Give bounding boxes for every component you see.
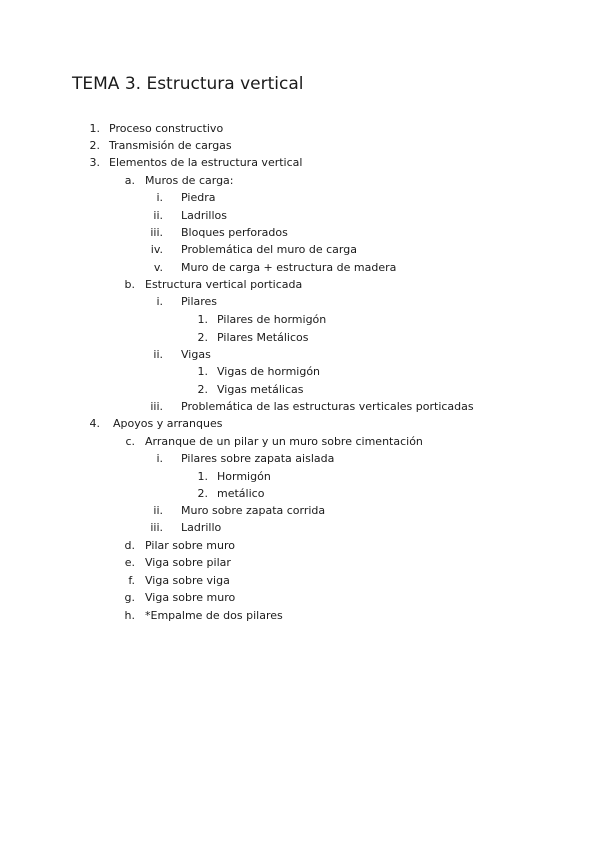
list-item-text: Problemática del muro de carga (181, 243, 357, 256)
list-marker: iii. (150, 400, 163, 413)
list-marker: 1. (197, 313, 208, 326)
list-item-text: Muro de carga + estructura de madera (181, 261, 397, 274)
list-item-text: Piedra (181, 191, 216, 204)
list-marker: ii. (153, 504, 163, 517)
list-marker: iii. (150, 226, 163, 239)
list-item-text: Problemática de las estructuras verticales porticadas (181, 400, 474, 413)
list-item-text: Apoyos y arranques (113, 417, 223, 430)
list-item-text: Pilares sobre zapata aislada (181, 452, 335, 465)
list-item-text: Ladrillo (181, 521, 222, 534)
list-item-text: Muro sobre zapata corrida (181, 504, 326, 517)
list-marker: i. (156, 295, 163, 308)
list-item-text: Vigas metálicas (217, 383, 304, 396)
list-marker: g. (124, 591, 135, 604)
list-marker: i. (156, 191, 163, 204)
list-marker: iv. (150, 243, 163, 256)
list-marker: 1. (197, 470, 208, 483)
list-marker: 1. (197, 365, 208, 378)
list-item-text: Transmisión de cargas (109, 139, 232, 152)
list-marker: ii. (153, 348, 163, 361)
list-item-text: Bloques perforados (181, 226, 288, 239)
list-marker: 2. (197, 331, 208, 344)
list-marker: 4. (89, 417, 100, 430)
list-marker: h. (124, 609, 135, 622)
list-marker: b. (124, 278, 135, 291)
list-marker: 2. (197, 383, 208, 396)
list-item-text: Ladrillos (181, 209, 228, 222)
list-item-text: Proceso constructivo (109, 122, 224, 135)
list-marker: ii. (153, 209, 163, 222)
list-item-text: Pilares Metálicos (217, 331, 309, 344)
list-marker: iii. (150, 521, 163, 534)
list-marker: 2. (197, 487, 208, 500)
list-item-text: Vigas de hormigón (217, 365, 321, 378)
list-marker: a. (124, 174, 135, 187)
page-title: TEMA 3. Estructura vertical (72, 74, 304, 94)
list-item-text: Arranque de un pilar y un muro sobre cimentación (145, 435, 423, 448)
list-item-text: Estructura vertical porticada (145, 278, 303, 291)
list-marker: c. (125, 435, 135, 448)
list-marker: 2. (89, 139, 100, 152)
list-item-text: Pilar sobre muro (145, 539, 235, 552)
list-marker: i. (156, 452, 163, 465)
list-item-text: Pilares de hormigón (217, 313, 327, 326)
list-marker: 3. (89, 156, 100, 169)
list-item-text: Viga sobre pilar (145, 556, 231, 569)
list-marker: 1. (89, 122, 100, 135)
list-marker: f. (128, 574, 135, 587)
list-marker: d. (124, 539, 135, 552)
list-marker: e. (124, 556, 135, 569)
list-item-text: Viga sobre viga (145, 574, 230, 587)
list-marker: v. (153, 261, 163, 274)
list-item-text: *Empalme de dos pilares (145, 609, 283, 622)
list-item-text: Muros de carga: (145, 174, 234, 187)
list-item-text: Elementos de la estructura vertical (109, 156, 303, 169)
list-item-text: Viga sobre muro (145, 591, 236, 604)
list-item-text: Pilares (181, 295, 218, 308)
list-item-text: Hormigón (217, 470, 271, 483)
list-item-text: metálico (217, 487, 265, 500)
list-item-text: Vigas (181, 348, 211, 361)
